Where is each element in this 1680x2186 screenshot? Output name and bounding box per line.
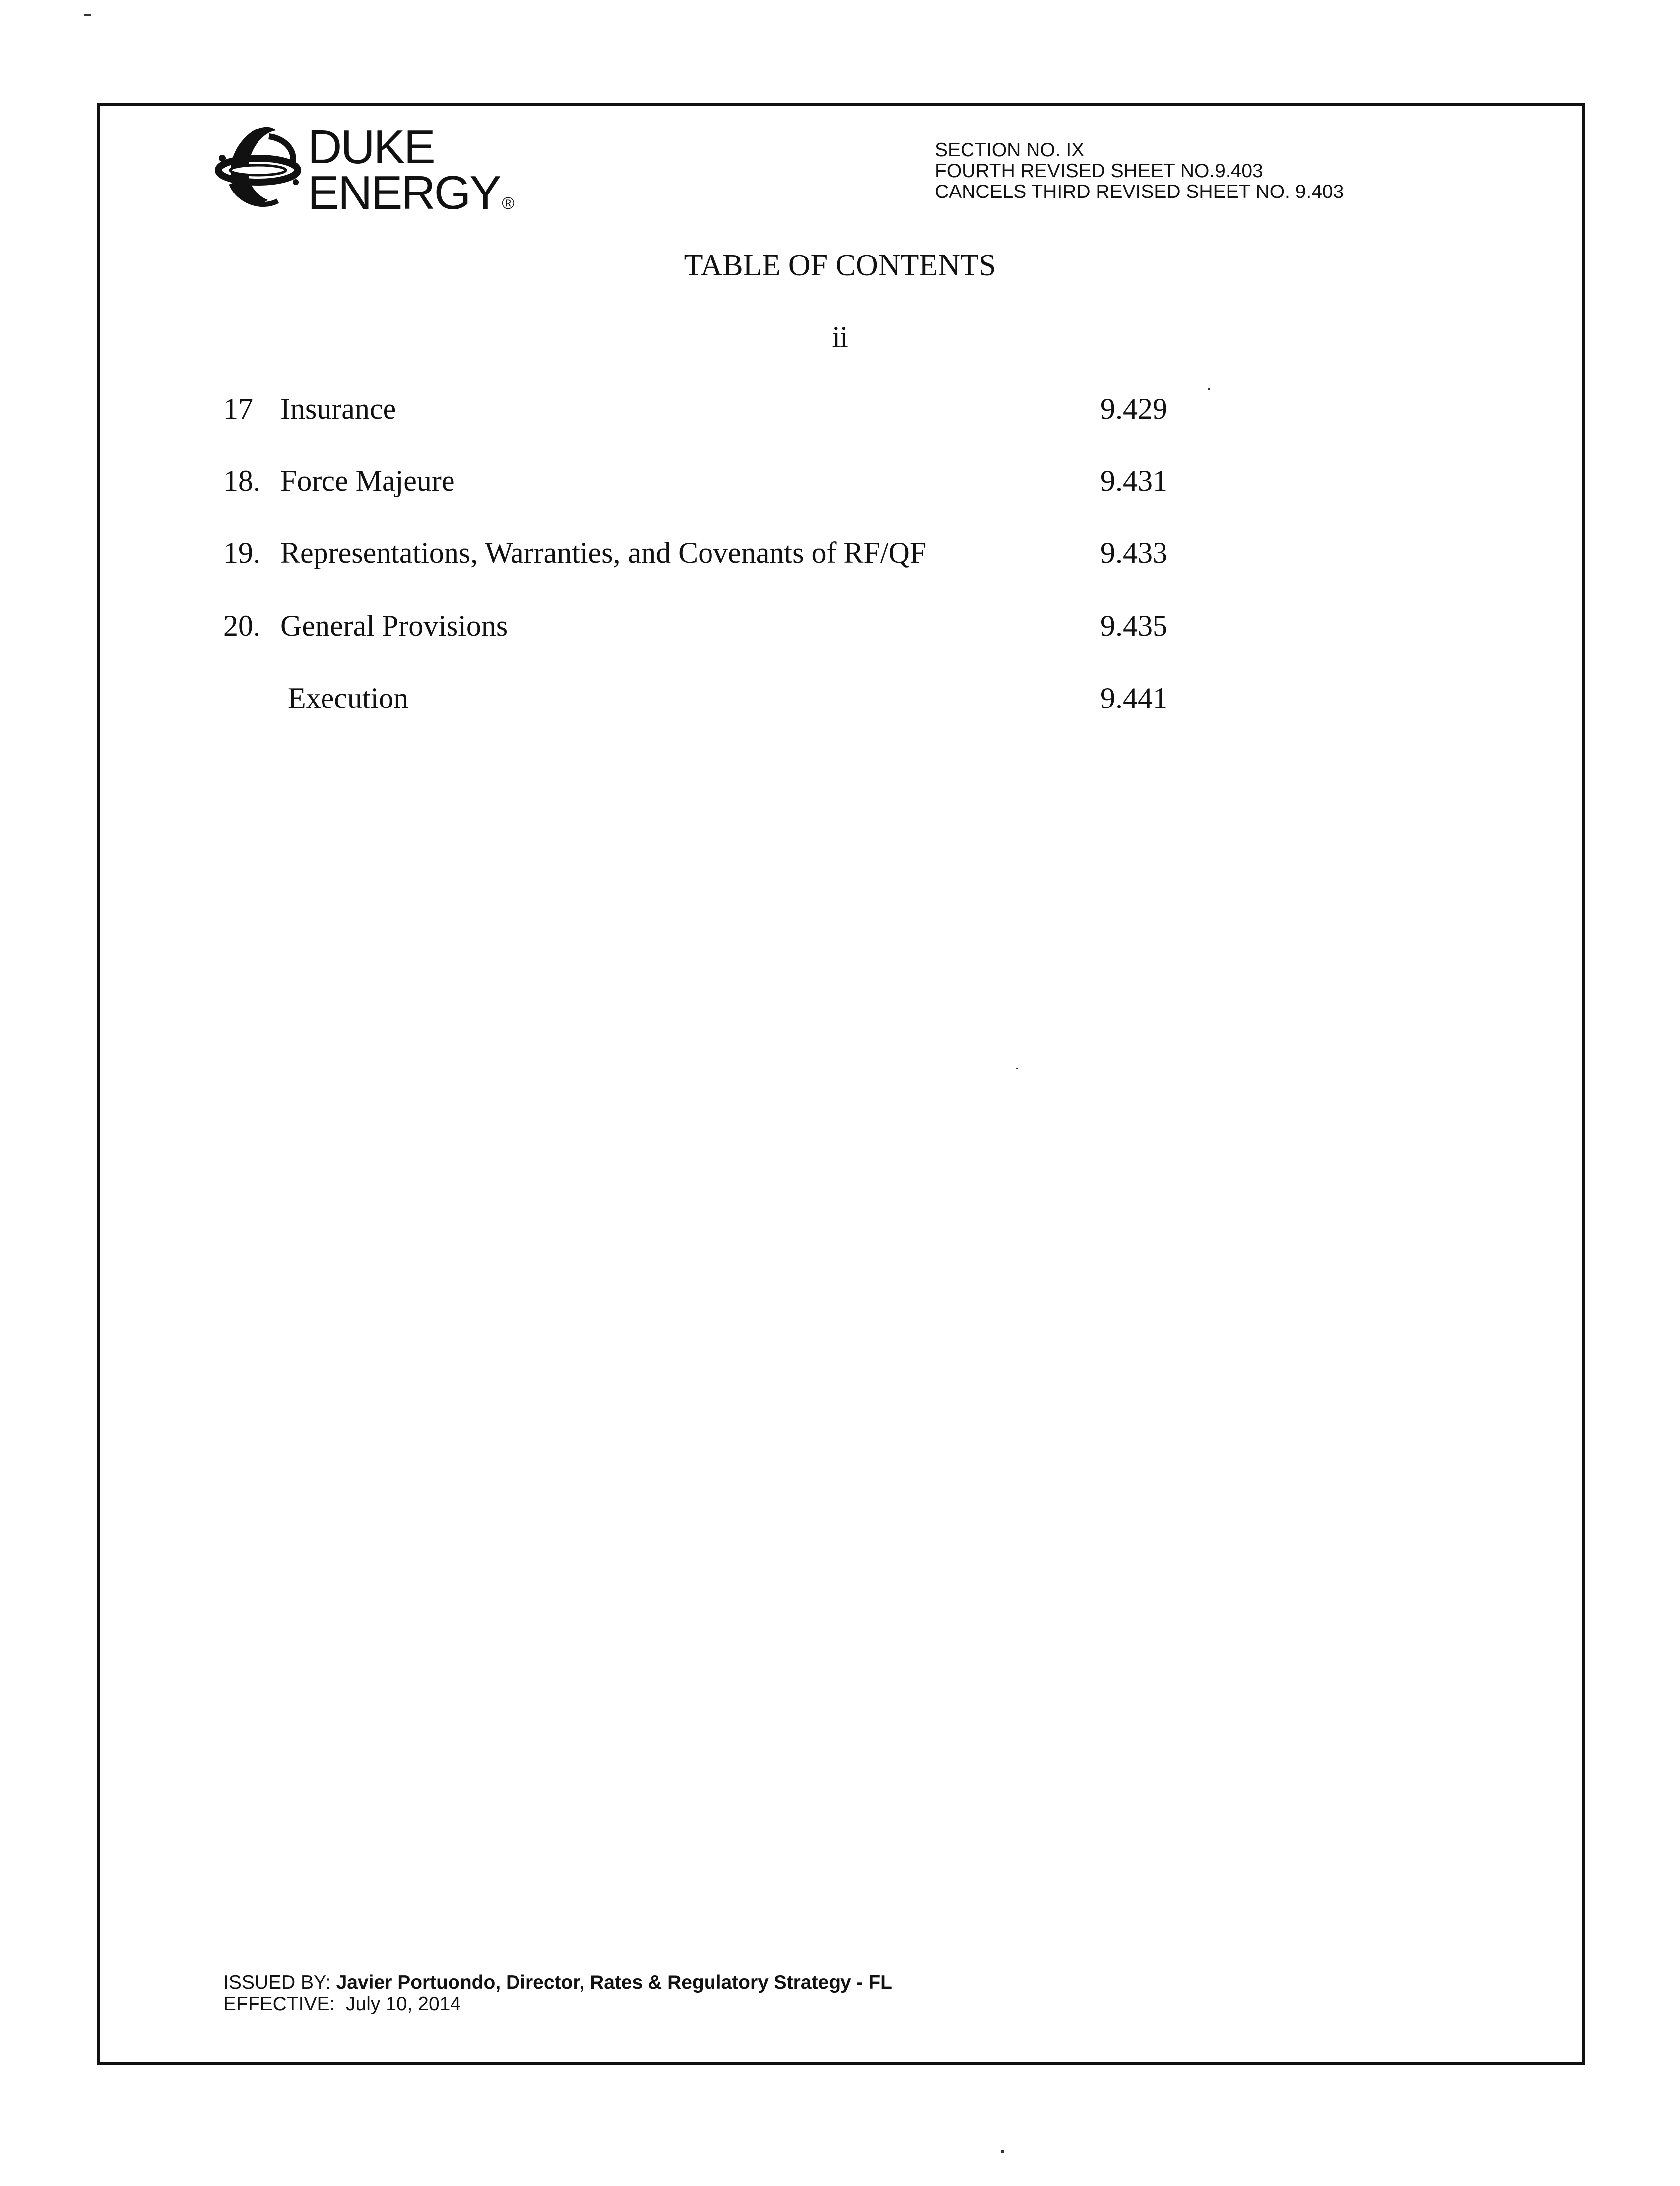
logo-wordmark-line2 xyxy=(308,166,515,227)
section-number: SECTION NO. IX xyxy=(935,139,1085,161)
toc-entry-number: 20. xyxy=(223,609,260,642)
revised-sheet: FOURTH REVISED SHEET NO.9.403 xyxy=(935,160,1263,182)
toc-entry xyxy=(0,464,1680,504)
scan-mark xyxy=(84,14,91,16)
page-title: TABLE OF CONTENTS xyxy=(684,249,996,282)
page-number: ii xyxy=(832,321,848,353)
effective-value: July 10, 2014 xyxy=(346,1993,461,2015)
duke-energy-logo xyxy=(213,121,515,219)
toc-entry-title: Force Majeure xyxy=(280,464,455,497)
cancels-sheet: CANCELS THIRD REVISED SHEET NO. 9.403 xyxy=(935,181,1344,202)
toc-entry-sheet: 9.431 xyxy=(1100,464,1167,497)
toc-entry-sheet: 9.441 xyxy=(1100,682,1167,714)
toc-entry-title: General Provisions xyxy=(280,609,508,642)
toc-entry-title: Representations, Warranties, and Covenants of RF/QF xyxy=(280,536,927,569)
registered-mark: ® xyxy=(502,194,515,213)
toc-entry-number: 19. xyxy=(223,536,260,569)
issued-by-line xyxy=(223,1972,892,1993)
effective-line xyxy=(223,1993,892,2015)
toc-entry-title: Execution xyxy=(288,682,409,714)
duke-energy-logo-icon xyxy=(213,122,303,216)
sheet-info xyxy=(935,140,1344,202)
toc-entry-sheet: 9.429 xyxy=(1100,392,1167,425)
issued-by-value: Javier Portuondo, Director, Rates & Regulatory Strategy - FL xyxy=(336,1972,893,1993)
logo-wordmark-text: ENERGY xyxy=(308,166,500,219)
scan-mark xyxy=(1001,2150,1004,2153)
effective-label: EFFECTIVE: xyxy=(223,1993,335,2015)
toc-entry-sheet: 9.433 xyxy=(1100,536,1167,569)
toc-entry-sheet: 9.435 xyxy=(1100,609,1167,642)
logo-wordmark-line1: DUKE xyxy=(308,121,434,174)
toc-entry-number: 18. xyxy=(223,464,260,497)
toc-entry xyxy=(0,609,1680,648)
issued-by-label: ISSUED BY: xyxy=(223,1972,331,1993)
toc-entry xyxy=(0,681,1680,721)
toc-entry xyxy=(0,392,1680,432)
footer xyxy=(223,1972,892,2015)
toc-entry-number: 17 xyxy=(223,392,253,425)
toc-entry xyxy=(0,536,1680,576)
toc-entry-title: Insurance xyxy=(280,392,396,425)
